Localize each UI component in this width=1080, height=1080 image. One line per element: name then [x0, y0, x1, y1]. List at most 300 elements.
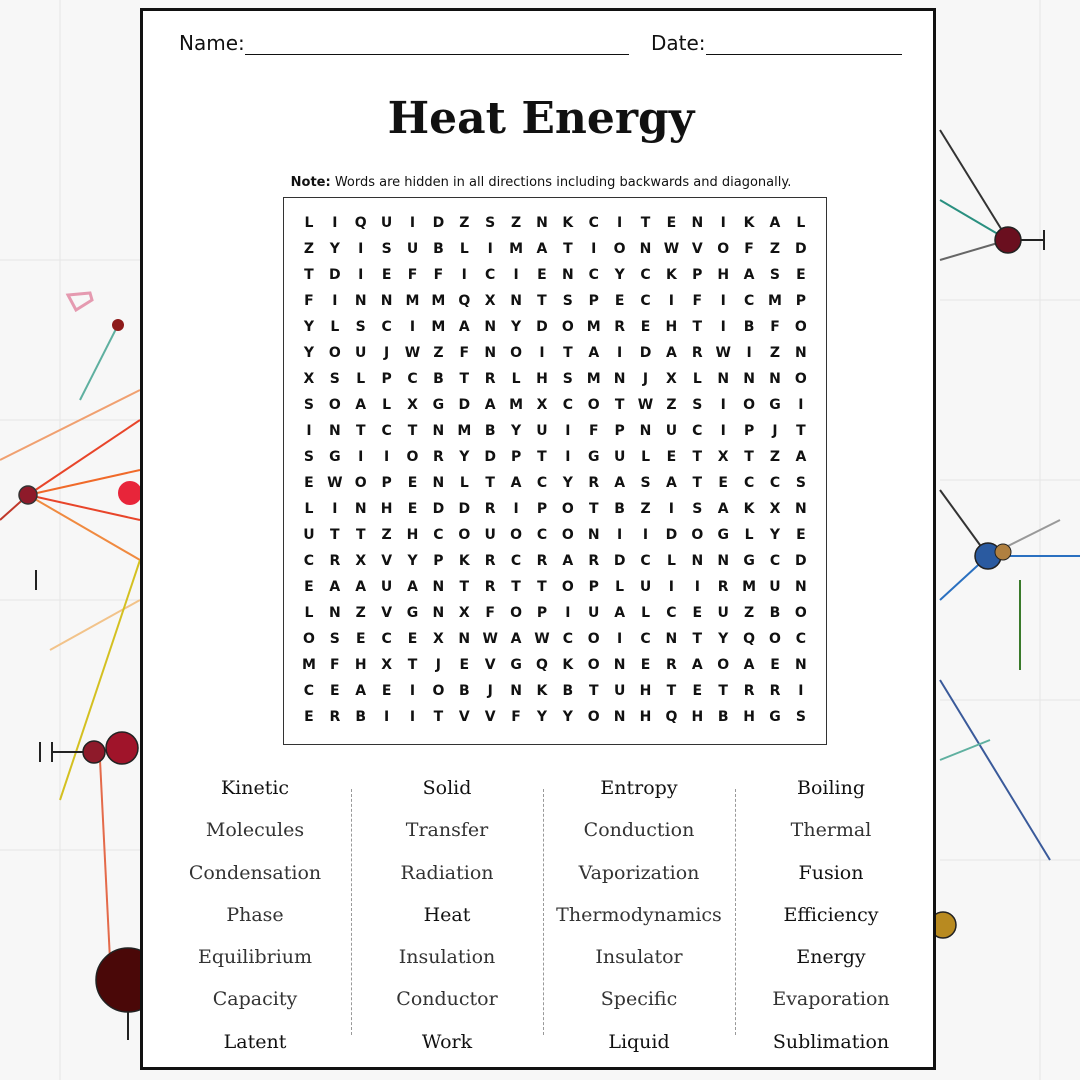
grid-letter[interactable]: C: [381, 631, 392, 647]
grid-letter[interactable]: O: [561, 319, 574, 335]
grid-letter[interactable]: N: [639, 241, 652, 257]
grid-letter[interactable]: C: [640, 293, 651, 309]
grid-letter[interactable]: E: [692, 605, 703, 621]
grid-letter[interactable]: F: [330, 657, 340, 673]
grid-letter[interactable]: I: [617, 215, 623, 231]
grid-letter[interactable]: P: [795, 293, 806, 309]
grid-letter[interactable]: Z: [769, 345, 781, 361]
grid-letter[interactable]: Z: [303, 241, 315, 257]
grid-letter[interactable]: I: [306, 423, 312, 439]
grid-letter[interactable]: O: [691, 527, 704, 543]
grid-letter[interactable]: I: [720, 397, 726, 413]
grid-letter[interactable]: I: [409, 709, 416, 725]
grid-letter[interactable]: S: [381, 241, 392, 257]
grid-letter[interactable]: V: [691, 241, 703, 257]
grid-letter[interactable]: L: [459, 475, 469, 491]
grid-letter[interactable]: D: [613, 553, 626, 569]
grid-letter[interactable]: O: [794, 319, 807, 335]
grid-letter[interactable]: A: [355, 397, 367, 413]
grid-letter[interactable]: E: [381, 267, 392, 283]
grid-letter[interactable]: I: [409, 215, 416, 231]
grid-letter[interactable]: T: [537, 579, 547, 595]
grid-letter[interactable]: I: [358, 241, 364, 257]
grid-letter[interactable]: I: [668, 293, 675, 309]
grid-letter[interactable]: T: [407, 423, 418, 439]
grid-letter[interactable]: B: [458, 683, 470, 699]
grid-letter[interactable]: Y: [718, 631, 729, 647]
grid-letter[interactable]: M: [457, 423, 472, 439]
grid-letter[interactable]: T: [692, 319, 703, 335]
grid-letter[interactable]: I: [617, 631, 623, 647]
grid-letter[interactable]: Y: [769, 527, 781, 543]
grid-letter[interactable]: O: [561, 579, 574, 595]
grid-letter[interactable]: N: [432, 605, 445, 621]
grid-letter[interactable]: L: [382, 397, 392, 413]
grid-letter[interactable]: E: [330, 683, 340, 699]
grid-letter[interactable]: L: [356, 371, 366, 387]
grid-letter[interactable]: C: [381, 319, 392, 335]
grid-letter[interactable]: O: [432, 683, 445, 699]
grid-letter[interactable]: Y: [614, 267, 625, 283]
grid-letter[interactable]: L: [615, 579, 625, 595]
grid-letter[interactable]: M: [586, 319, 601, 335]
grid-letter[interactable]: A: [329, 579, 341, 595]
grid-letter[interactable]: I: [358, 449, 364, 465]
grid-letter[interactable]: V: [484, 657, 496, 673]
grid-letter[interactable]: N: [380, 293, 393, 309]
grid-letter[interactable]: S: [562, 371, 573, 387]
grid-letter[interactable]: I: [694, 579, 700, 595]
grid-letter[interactable]: N: [665, 631, 678, 647]
grid-letter[interactable]: O: [354, 475, 367, 491]
grid-letter[interactable]: Y: [407, 553, 418, 569]
grid-letter[interactable]: I: [720, 293, 726, 309]
grid-letter[interactable]: C: [536, 475, 548, 491]
grid-letter[interactable]: J: [642, 371, 649, 387]
grid-letter[interactable]: C: [692, 423, 703, 439]
grid-letter[interactable]: X: [355, 553, 367, 569]
grid-letter[interactable]: A: [458, 319, 470, 335]
grid-letter[interactable]: T: [692, 449, 703, 465]
grid-letter[interactable]: B: [433, 371, 444, 387]
grid-letter[interactable]: N: [795, 657, 807, 673]
grid-letter[interactable]: S: [795, 475, 806, 491]
grid-letter[interactable]: M: [509, 241, 524, 257]
grid-letter[interactable]: U: [717, 605, 729, 621]
grid-letter[interactable]: T: [563, 345, 573, 361]
grid-letter[interactable]: B: [433, 241, 444, 257]
grid-letter[interactable]: C: [769, 553, 781, 569]
grid-letter[interactable]: T: [304, 267, 314, 283]
grid-letter[interactable]: G: [769, 397, 781, 413]
grid-letter[interactable]: O: [561, 527, 574, 543]
grid-letter[interactable]: H: [691, 709, 704, 725]
grid-letter[interactable]: A: [743, 267, 755, 283]
grid-letter[interactable]: H: [354, 657, 367, 673]
grid-letter[interactable]: L: [511, 371, 521, 387]
grid-letter[interactable]: I: [409, 683, 416, 699]
grid-letter[interactable]: N: [691, 215, 704, 231]
grid-letter[interactable]: P: [536, 605, 548, 621]
grid-letter[interactable]: S: [640, 475, 651, 491]
grid-letter[interactable]: L: [459, 241, 469, 257]
grid-letter[interactable]: A: [691, 657, 703, 673]
grid-letter[interactable]: M: [405, 293, 420, 309]
grid-letter[interactable]: G: [717, 527, 729, 543]
grid-letter[interactable]: E: [666, 449, 677, 465]
grid-letter[interactable]: T: [588, 501, 599, 517]
grid-letter[interactable]: T: [692, 631, 703, 647]
grid-letter[interactable]: C: [381, 423, 392, 439]
grid-letter[interactable]: Y: [329, 241, 340, 257]
grid-letter[interactable]: I: [461, 267, 467, 283]
grid-letter[interactable]: O: [794, 605, 807, 621]
grid-letter[interactable]: I: [668, 579, 675, 595]
grid-letter[interactable]: Q: [665, 709, 678, 725]
grid-letter[interactable]: R: [588, 553, 600, 569]
grid-letter[interactable]: R: [329, 553, 341, 569]
grid-letter[interactable]: D: [536, 319, 548, 335]
grid-letter[interactable]: H: [536, 371, 548, 387]
grid-letter[interactable]: Q: [536, 657, 548, 673]
grid-letter[interactable]: K: [665, 267, 677, 283]
grid-letter[interactable]: P: [743, 423, 755, 439]
grid-letter[interactable]: O: [510, 527, 523, 543]
grid-letter[interactable]: A: [355, 683, 367, 699]
grid-letter[interactable]: M: [509, 397, 524, 413]
grid-letter[interactable]: Z: [459, 215, 470, 231]
grid-letter[interactable]: P: [588, 293, 599, 309]
grid-letter[interactable]: L: [641, 605, 650, 621]
grid-letter[interactable]: S: [692, 501, 703, 517]
grid-letter[interactable]: H: [639, 683, 652, 699]
grid-letter[interactable]: C: [588, 267, 599, 283]
grid-letter[interactable]: R: [329, 709, 341, 725]
name-field[interactable]: [179, 31, 629, 55]
grid-letter[interactable]: X: [484, 293, 496, 309]
grid-letter[interactable]: P: [614, 423, 625, 439]
grid-letter[interactable]: T: [459, 579, 470, 595]
grid-letter[interactable]: T: [459, 371, 470, 387]
grid-letter[interactable]: U: [613, 449, 626, 465]
grid-letter[interactable]: X: [769, 501, 781, 517]
grid-letter[interactable]: Y: [303, 319, 315, 335]
grid-letter[interactable]: A: [795, 449, 807, 465]
grid-letter[interactable]: G: [510, 657, 522, 673]
grid-letter[interactable]: D: [458, 397, 471, 413]
grid-letter[interactable]: R: [769, 683, 781, 699]
grid-letter[interactable]: G: [587, 449, 600, 465]
grid-letter[interactable]: Q: [354, 215, 367, 231]
grid-letter[interactable]: G: [743, 553, 755, 569]
grid-letter[interactable]: M: [431, 293, 446, 309]
grid-letter[interactable]: X: [717, 449, 729, 465]
grid-letter[interactable]: Z: [744, 605, 755, 621]
grid-letter[interactable]: N: [795, 579, 807, 595]
grid-letter[interactable]: U: [406, 241, 419, 257]
grid-letter[interactable]: I: [617, 527, 623, 543]
grid-letter[interactable]: I: [642, 527, 649, 543]
grid-letter[interactable]: U: [665, 423, 678, 439]
grid-letter[interactable]: Q: [458, 293, 471, 309]
grid-letter[interactable]: Z: [510, 215, 522, 231]
grid-letter[interactable]: S: [562, 293, 573, 309]
grid-letter[interactable]: I: [668, 501, 675, 517]
grid-letter[interactable]: I: [798, 397, 804, 413]
grid-letter[interactable]: T: [563, 241, 573, 257]
grid-letter[interactable]: K: [458, 553, 470, 569]
grid-letter[interactable]: T: [588, 683, 599, 699]
grid-letter[interactable]: Q: [743, 631, 756, 647]
grid-letter[interactable]: B: [484, 423, 496, 439]
grid-letter[interactable]: L: [304, 215, 314, 231]
name-line[interactable]: [245, 34, 629, 55]
grid-letter[interactable]: T: [407, 657, 418, 673]
grid-letter[interactable]: P: [588, 579, 599, 595]
grid-letter[interactable]: L: [641, 449, 650, 465]
grid-letter[interactable]: Y: [303, 345, 315, 361]
grid-letter[interactable]: T: [330, 527, 340, 543]
grid-letter[interactable]: D: [458, 501, 471, 517]
grid-letter[interactable]: T: [614, 397, 625, 413]
grid-letter[interactable]: D: [665, 527, 678, 543]
grid-letter[interactable]: A: [536, 241, 548, 257]
grid-letter[interactable]: H: [665, 319, 678, 335]
grid-letter[interactable]: J: [772, 423, 778, 439]
grid-letter[interactable]: T: [718, 683, 728, 699]
grid-letter[interactable]: R: [433, 449, 444, 465]
grid-letter[interactable]: R: [666, 657, 677, 673]
grid-letter[interactable]: O: [458, 527, 471, 543]
grid-letter[interactable]: L: [666, 553, 676, 569]
grid-letter[interactable]: E: [304, 579, 314, 595]
grid-letter[interactable]: E: [796, 267, 806, 283]
grid-letter[interactable]: S: [303, 397, 314, 413]
grid-letter[interactable]: U: [380, 215, 393, 231]
grid-letter[interactable]: V: [381, 553, 393, 569]
grid-letter[interactable]: A: [484, 397, 496, 413]
grid-letter[interactable]: X: [381, 657, 393, 673]
grid-letter[interactable]: E: [304, 709, 314, 725]
grid-letter[interactable]: R: [588, 475, 600, 491]
grid-letter[interactable]: C: [640, 631, 651, 647]
grid-letter[interactable]: N: [613, 657, 626, 673]
grid-letter[interactable]: O: [769, 631, 781, 647]
grid-letter[interactable]: I: [746, 345, 752, 361]
grid-letter[interactable]: N: [561, 267, 574, 283]
grid-letter[interactable]: J: [487, 683, 493, 699]
grid-letter[interactable]: W: [404, 345, 421, 361]
grid-letter[interactable]: U: [769, 579, 781, 595]
grid-letter[interactable]: O: [328, 397, 341, 413]
grid-letter[interactable]: I: [409, 319, 416, 335]
grid-letter[interactable]: L: [304, 501, 314, 517]
grid-letter[interactable]: D: [639, 345, 652, 361]
grid-letter[interactable]: O: [510, 345, 523, 361]
grid-letter[interactable]: C: [407, 371, 418, 387]
grid-letter[interactable]: R: [536, 553, 548, 569]
grid-letter[interactable]: A: [588, 345, 600, 361]
grid-letter[interactable]: W: [327, 475, 343, 491]
grid-letter[interactable]: O: [561, 501, 574, 517]
grid-letter[interactable]: V: [381, 605, 393, 621]
grid-letter[interactable]: B: [743, 319, 755, 335]
grid-letter[interactable]: T: [511, 579, 521, 595]
grid-letter[interactable]: B: [769, 605, 781, 621]
grid-letter[interactable]: I: [513, 267, 519, 283]
grid-letter[interactable]: T: [640, 215, 651, 231]
grid-letter[interactable]: X: [407, 397, 418, 413]
grid-letter[interactable]: T: [537, 293, 547, 309]
grid-letter[interactable]: I: [617, 345, 623, 361]
grid-letter[interactable]: R: [484, 579, 496, 595]
grid-letter[interactable]: N: [432, 579, 445, 595]
grid-letter[interactable]: H: [639, 709, 652, 725]
grid-letter[interactable]: J: [384, 345, 390, 361]
grid-letter[interactable]: F: [692, 293, 703, 309]
grid-letter[interactable]: P: [381, 371, 392, 387]
grid-letter[interactable]: N: [639, 423, 652, 439]
grid-letter[interactable]: T: [692, 475, 703, 491]
grid-letter[interactable]: I: [358, 267, 364, 283]
grid-letter[interactable]: K: [562, 215, 574, 231]
grid-letter[interactable]: F: [511, 709, 521, 725]
grid-letter[interactable]: R: [484, 501, 496, 517]
grid-letter[interactable]: A: [407, 579, 418, 595]
grid-letter[interactable]: E: [614, 293, 625, 309]
grid-letter[interactable]: C: [743, 293, 755, 309]
grid-letter[interactable]: H: [406, 527, 419, 543]
grid-letter[interactable]: C: [562, 631, 573, 647]
grid-letter[interactable]: F: [459, 345, 470, 361]
grid-letter[interactable]: A: [510, 475, 522, 491]
grid-letter[interactable]: O: [587, 397, 600, 413]
grid-letter[interactable]: D: [484, 449, 496, 465]
grid-letter[interactable]: A: [510, 631, 522, 647]
grid-letter[interactable]: O: [613, 241, 626, 257]
grid-letter[interactable]: N: [354, 501, 367, 517]
grid-letter[interactable]: U: [613, 683, 626, 699]
grid-letter[interactable]: E: [640, 319, 651, 335]
grid-letter[interactable]: H: [380, 501, 393, 517]
grid-letter[interactable]: N: [484, 319, 497, 335]
grid-letter[interactable]: N: [743, 371, 755, 387]
grid-letter[interactable]: A: [355, 579, 367, 595]
grid-letter[interactable]: S: [329, 631, 340, 647]
date-line[interactable]: [706, 34, 902, 55]
grid-letter[interactable]: N: [484, 345, 497, 361]
grid-letter[interactable]: L: [330, 319, 340, 335]
grid-letter[interactable]: X: [536, 397, 548, 413]
grid-letter[interactable]: F: [433, 267, 444, 283]
grid-letter[interactable]: N: [328, 605, 341, 621]
grid-letter[interactable]: E: [718, 475, 728, 491]
grid-letter[interactable]: A: [743, 657, 755, 673]
grid-letter[interactable]: A: [717, 501, 729, 517]
grid-letter[interactable]: I: [591, 241, 597, 257]
grid-letter[interactable]: I: [565, 423, 571, 439]
grid-letter[interactable]: L: [744, 527, 754, 543]
grid-letter[interactable]: O: [743, 397, 756, 413]
grid-letter[interactable]: O: [717, 241, 730, 257]
grid-letter[interactable]: I: [332, 293, 338, 309]
grid-letter[interactable]: Y: [511, 423, 522, 439]
grid-letter[interactable]: Z: [433, 345, 444, 361]
grid-letter[interactable]: I: [720, 319, 726, 335]
grid-letter[interactable]: O: [302, 631, 315, 647]
grid-letter[interactable]: F: [407, 267, 418, 283]
grid-letter[interactable]: A: [562, 553, 574, 569]
grid-letter[interactable]: U: [484, 527, 496, 543]
grid-letter[interactable]: N: [613, 371, 626, 387]
grid-letter[interactable]: V: [458, 709, 470, 725]
grid-letter[interactable]: O: [587, 631, 600, 647]
grid-letter[interactable]: U: [639, 579, 652, 595]
grid-letter[interactable]: C: [588, 215, 599, 231]
grid-letter[interactable]: Z: [640, 501, 651, 517]
grid-letter[interactable]: C: [536, 527, 548, 543]
grid-letter[interactable]: I: [798, 683, 804, 699]
grid-letter[interactable]: N: [717, 371, 730, 387]
grid-letter[interactable]: W: [637, 397, 654, 413]
grid-letter[interactable]: M: [431, 319, 446, 335]
grid-letter[interactable]: N: [769, 371, 781, 387]
grid-letter[interactable]: R: [717, 579, 729, 595]
grid-letter[interactable]: C: [640, 553, 651, 569]
grid-letter[interactable]: O: [510, 605, 523, 621]
grid-letter[interactable]: M: [742, 579, 757, 595]
grid-letter[interactable]: A: [614, 475, 626, 491]
grid-letter[interactable]: G: [329, 449, 341, 465]
grid-letter[interactable]: G: [769, 709, 781, 725]
grid-letter[interactable]: Y: [536, 709, 548, 725]
grid-letter[interactable]: Y: [459, 449, 470, 465]
grid-letter[interactable]: N: [458, 631, 471, 647]
grid-letter[interactable]: I: [513, 501, 519, 517]
grid-letter[interactable]: L: [304, 605, 314, 621]
grid-letter[interactable]: F: [744, 241, 754, 257]
grid-letter[interactable]: N: [717, 553, 730, 569]
grid-letter[interactable]: U: [303, 527, 315, 543]
grid-letter[interactable]: I: [332, 501, 338, 517]
grid-letter[interactable]: N: [432, 475, 445, 491]
grid-letter[interactable]: E: [407, 631, 418, 647]
grid-letter[interactable]: X: [458, 605, 470, 621]
grid-letter[interactable]: I: [565, 605, 571, 621]
grid-letter[interactable]: E: [381, 683, 392, 699]
grid-letter[interactable]: S: [769, 267, 781, 283]
grid-letter[interactable]: E: [537, 267, 547, 283]
grid-letter[interactable]: I: [384, 709, 390, 725]
grid-letter[interactable]: K: [562, 657, 574, 673]
grid-letter[interactable]: I: [384, 449, 390, 465]
grid-letter[interactable]: C: [485, 267, 496, 283]
grid-letter[interactable]: C: [666, 605, 677, 621]
grid-letter[interactable]: T: [537, 449, 547, 465]
grid-letter[interactable]: X: [666, 371, 677, 387]
grid-letter[interactable]: A: [769, 215, 781, 231]
grid-letter[interactable]: E: [796, 527, 806, 543]
grid-letter[interactable]: G: [406, 605, 419, 621]
grid-letter[interactable]: I: [720, 215, 726, 231]
grid-letter[interactable]: N: [795, 501, 807, 517]
grid-letter[interactable]: O: [587, 709, 600, 725]
grid-letter[interactable]: N: [354, 293, 367, 309]
grid-letter[interactable]: C: [795, 631, 806, 647]
grid-letter[interactable]: C: [640, 267, 651, 283]
grid-letter[interactable]: Y: [562, 475, 573, 491]
grid-letter[interactable]: Z: [355, 605, 366, 621]
